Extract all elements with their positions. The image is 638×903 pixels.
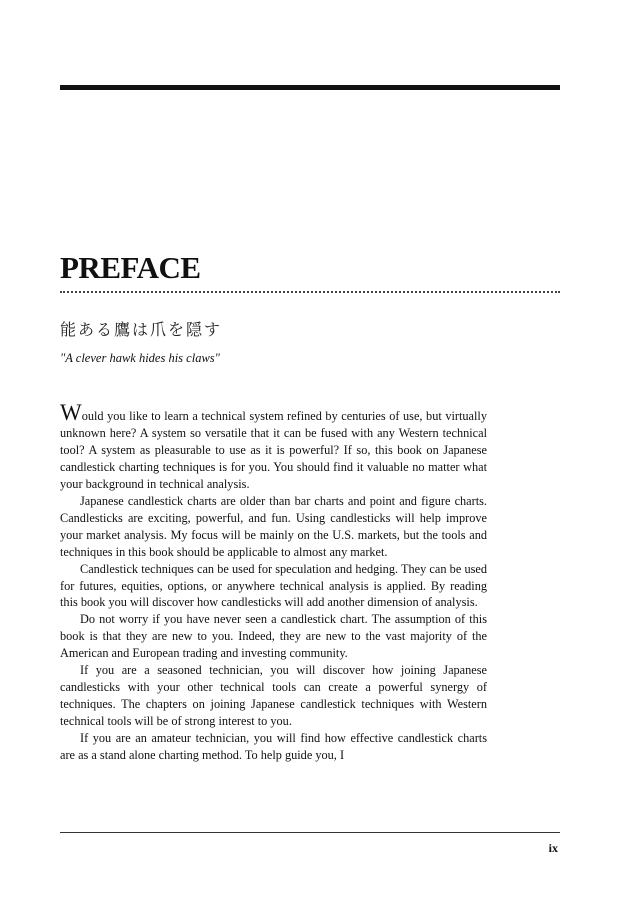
paragraph: Do not worry if you have never seen a candlestick chart. The assumption of this book is that they are new to you. Indeed, they are new to the vast majority of the American and European trading and investing community. — [60, 612, 487, 661]
paragraph: Candlestick techniques can be used for speculation and hedging. They can be used for futures, equities, options, or anywhere technical analysis is applied. By reading this book you will discover how candlesticks will add another dimension of analysis. — [60, 561, 487, 610]
paragraph: If you are an amateur technician, you will find how effective candlestick charts are as a stand alone charting method. To help guide you, I — [60, 731, 487, 763]
chapter-title: PREFACE — [60, 250, 201, 285]
paragraph — [60, 400, 487, 493]
body-text — [60, 400, 487, 764]
proverb-translation: "A clever hawk hides his claws" — [60, 351, 220, 365]
paragraph-text: ould you like to learn a technical system refined by centuries of use, but virtually unknown here? A system so versatile that it can be fused with any Western technical tool? A system as pleasurable to use as it is powerful? If so, this book on Japanese candlestick charting techniques is for you. You should find it valuable no matter what your background in technical analysis. — [60, 409, 487, 491]
japanese-proverb: 能ある鷹は爪を隠す — [60, 320, 223, 339]
top-rule — [60, 85, 560, 90]
paragraph: Japanese candlestick charts are older than bar charts and point and figure charts. Candlesticks are exciting, powerful, and fun. Using candlesticks will help improve your market analysis. My focus will be mainly on the U.S. markets, but the tools and techniques in this book should be applicable to almost any market. — [60, 493, 487, 559]
bottom-rule — [60, 832, 560, 833]
paragraph: If you are a seasoned technician, you will discover how joining Japanese candlesticks with your other technical tools can create a powerful synergy of techniques. The chapters on joining Japanese candlestick techniques with Western technical tools will be of strong interest to you. — [60, 663, 487, 729]
drop-cap: W — [60, 400, 82, 425]
dotted-divider — [60, 291, 560, 293]
page-number: ix — [548, 841, 558, 855]
